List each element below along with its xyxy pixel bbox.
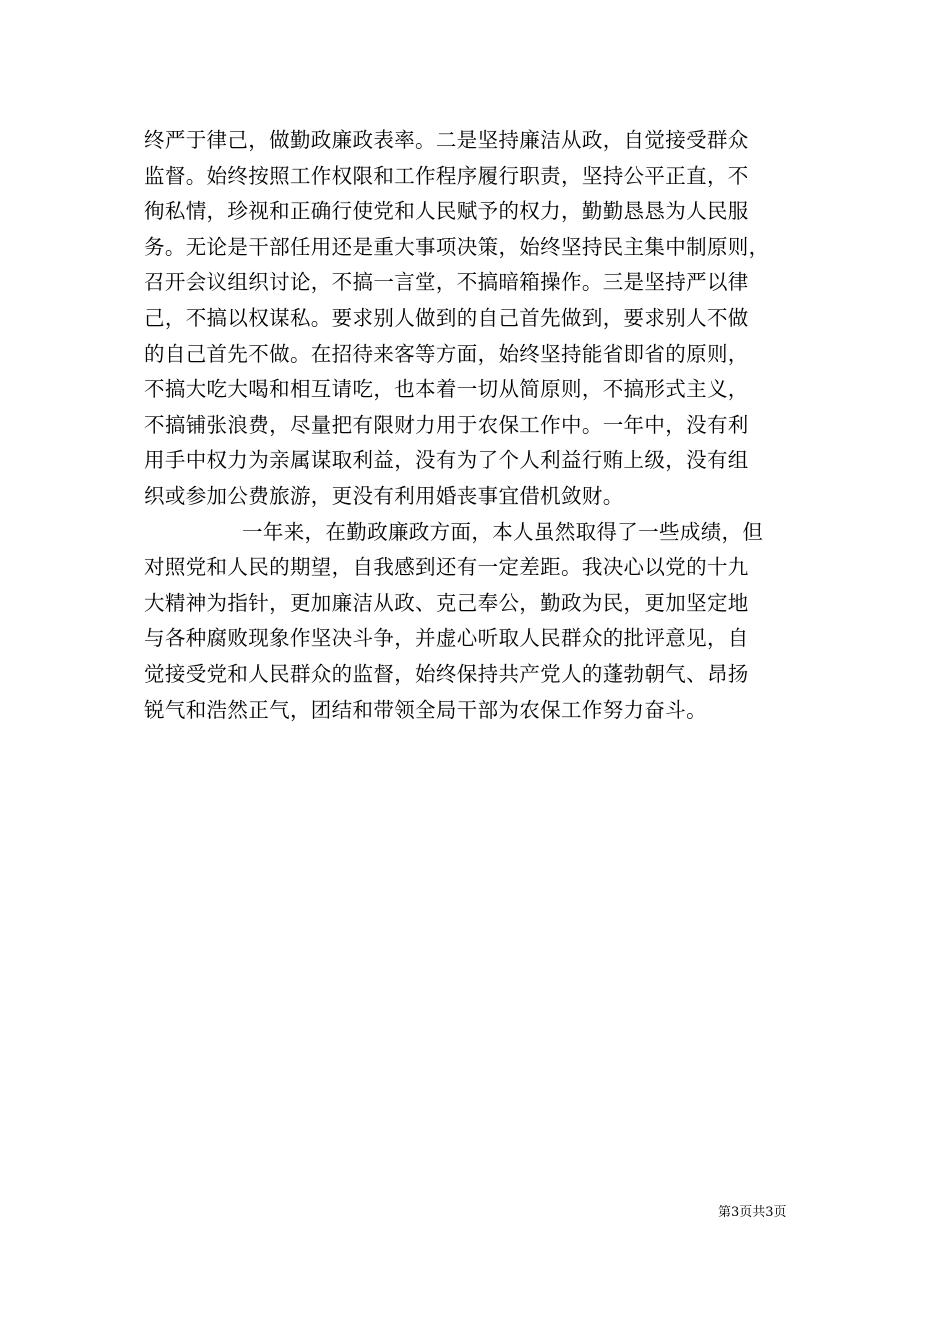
text-line: 对照党和人民的期望，自我感到还有一定差距。我决心以党的十九: [144, 555, 749, 580]
text-line: 召开会议组织讨论，不搞一言堂，不搞暗箱操作。三是坚持严以律: [144, 270, 749, 295]
text-line: 锐气和浩然正气，团结和带领全局干部为农保工作努力奋斗。: [144, 697, 707, 722]
text-line: 监督。始终按照工作权限和工作程序履行职责，坚持公平正直，不: [144, 163, 749, 188]
text-line: 终严于律己，做勤政廉政表率。二是坚持廉洁从政，自觉接受群众: [144, 128, 749, 152]
page-number-footer: 第3页共3页: [718, 1205, 787, 1220]
paragraph-1: [144, 123, 808, 515]
text-line: 己，不搞以权谋私。要求别人做到的自己首先做到，要求别人不做: [144, 305, 749, 330]
body-text: [144, 123, 808, 728]
text-line: 徇私情，珍视和正确行使党和人民赋予的权力，勤勤恳恳为人民服: [144, 199, 749, 224]
text-line: 与各种腐败现象作坚决斗争，并虚心听取人民群众的批评意见，自: [144, 626, 749, 651]
paragraph-2: [144, 515, 808, 729]
text-line: 织或参加公费旅游，更没有利用婚丧事宜借机敛财。: [144, 483, 624, 508]
text-line: 不搞大吃大喝和相互请吃，也本着一切从简原则，不搞形式主义，: [144, 377, 749, 402]
text-line: 大精神为指针，更加廉洁从政、克己奉公，勤政为民，更加坚定地: [144, 590, 749, 615]
text-line: 觉接受党和人民群众的监督，始终保持共产党人的蓬勃朝气、昂扬: [144, 661, 749, 686]
text-line: 用手中权力为亲属谋取利益，没有为了个人利益行贿上级，没有组: [144, 448, 749, 473]
text-line: 不搞铺张浪费，尽量把有限财力用于农保工作中。一年中，没有利: [144, 412, 749, 437]
text-line: 务。无论是干部任用还是重大事项决策，始终坚持民主集中制原则，: [144, 234, 770, 259]
text-line: 的自己首先不做。在招待来客等方面，始终坚持能省即省的原则，: [144, 341, 749, 366]
text-line: 一年来，在勤政廉政方面，本人虽然取得了一些成绩，但: [242, 519, 764, 544]
